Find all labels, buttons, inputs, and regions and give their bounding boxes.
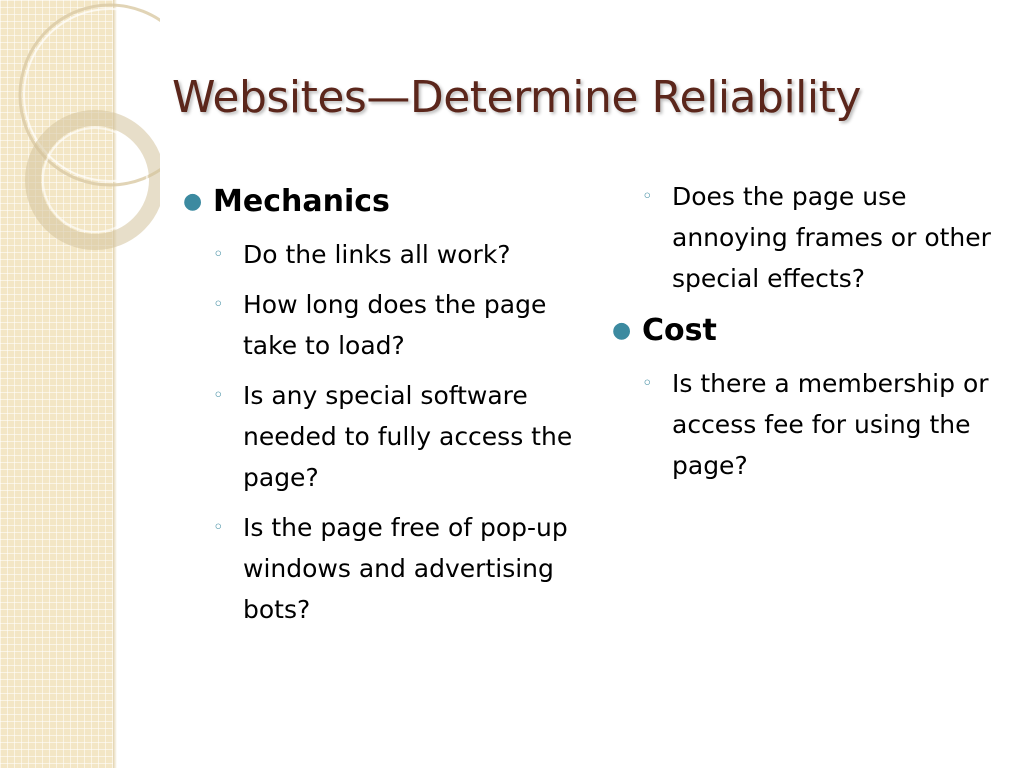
sub-bullet-item	[213, 375, 573, 498]
sub-bullet-text: Is any special software needed to fully access the page?	[243, 381, 573, 492]
bullet-ring-icon: ◦	[213, 244, 224, 265]
bullet-ring-icon: ◦	[213, 517, 224, 538]
sub-bullet-text: Do the links all work?	[243, 240, 511, 269]
sub-bullet-text: How long does the page take to load?	[243, 290, 547, 360]
sub-bullet-item	[642, 176, 1012, 299]
sub-bullet-item	[213, 284, 573, 366]
bullet-ring-icon: ◦	[642, 186, 653, 207]
bullet-ring-icon: ◦	[642, 373, 653, 394]
sub-bullet-item	[213, 507, 573, 630]
right-column	[612, 176, 1012, 486]
sub-bullet-item	[642, 363, 1012, 486]
bullet-cost	[612, 305, 1012, 357]
bullet-ring-icon: ◦	[213, 385, 224, 406]
bullet-mechanics	[183, 176, 573, 228]
decorative-rings	[0, 0, 160, 260]
bullet-dot-icon: ●	[183, 189, 203, 214]
left-column	[183, 176, 573, 630]
bullet-dot-icon: ●	[612, 318, 632, 343]
heading-mechanics: Mechanics	[213, 184, 390, 219]
sub-bullet-text: Is there a membership or access fee for using the page?	[672, 369, 989, 480]
sub-bullet-text: Does the page use annoying frames or other special effects?	[672, 182, 991, 293]
bullet-ring-icon: ◦	[213, 294, 224, 315]
slide-title: Websites—Determine Reliability	[172, 72, 861, 123]
sub-bullet-text: Is the page free of pop-up windows and advertising bots?	[243, 513, 568, 624]
sub-bullet-item	[213, 234, 573, 275]
heading-cost: Cost	[642, 313, 717, 348]
